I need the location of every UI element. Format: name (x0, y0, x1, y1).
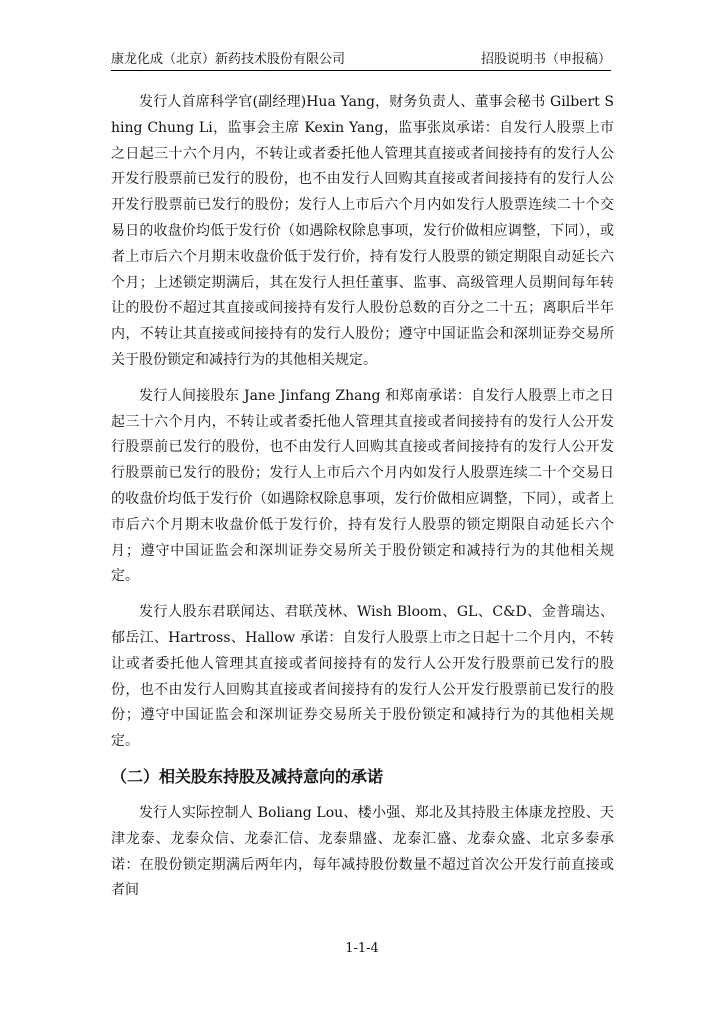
paragraph-indirect-shareholders-commitment: 发行人间接股东 Jane Jinfang Zhang 和郑南承诺：自发行人股票上市之日起三十六个月内，不转让或者委托他人管理其直接或者间接持有的发行人公开发行股票前已发行的股份，也不由发行人回购其直接或者间接持有的发行人公开发行股票前已发行的股份；发行人上市后六个月内如发行人股票连续二十个交易日的收盘价均低于发行价（如遇除权除息事项，发行价做相应调整，下同），或者上市后六个月期末收盘价低于发行价，持有发行人股票的锁定期限自动延长六个月；遵守中国证监会和深圳证券交易所关于股份锁定和减持行为的其他相关规定。 (111, 387, 614, 585)
paragraph-shareholders-commitment: 发行人股东君联闻达、君联茂林、Wish Bloom、GL、C&D、金普瑞达、郁岳江、Hartross、Hallow 承诺：自发行人股票上市之日起十二个月内，不转让或者委托他人管理其直接或者间接持有的发行人公开发行股票前已发行的股份，也不由发行人回购其直接或者间接持有的发行人公开发行股票前已发行的股份；遵守中国证监会和深圳证券交易所关于股份锁定和减持行为的其他相关规定。 (111, 604, 614, 750)
paragraph-executives-commitment: 发行人首席科学官(副经理)Hua Yang，财务负责人、董事会秘书 Gilbert Shing Chung Li，监事会主席 Kexin Yang，监事张岚承诺：自发行人股票上市之日起三十六个月内，不转让或者委托他人管理其直接或者间接持有的发行人公开发行股票前已发行的股份，也不由发行人回购其直接或者间接持有的发行人公开发行股票前已发行的股份；发行人上市后六个月内如发行人股票连续二十个交易日的收盘价均低于发行价（如遇除权除息事项，发行价做相应调整，下同），或者上市后六个月期末收盘价低于发行价，持有发行人股票的锁定期限自动延长六个月；上述锁定期满后，其在发行人担任董事、监事、高级管理人员期间每年转让的股份不超过其直接或间接持有发行人股份总数的百分之二十五；离职后半年内，不转让其直接或间接持有的发行人股份；遵守中国证监会和深圳证券交易所关于股份锁定和减持行为的其他相关规定。 (111, 94, 614, 368)
paragraph-controller-commitment: 发行人实际控制人 Boliang Lou、楼小强、郑北及其持股主体康龙控股、天津龙泰、龙泰众信、龙泰汇信、龙泰鼎盛、龙泰汇盛、龙泰众盛、北京多泰承诺：在股份锁定期满后两年内，每年减持股份数量不超过首次公开发行前直接或者间 (111, 804, 614, 899)
page-footer (0, 940, 724, 958)
header-document-type: 招股说明书（申报稿） (480, 52, 611, 67)
page-content (111, 90, 614, 914)
page-header (111, 50, 611, 71)
section-title: （二）相关股东持股及减持意向的承诺 (111, 766, 384, 786)
header-company-name: 康龙化成（北京）新药技术股份有限公司 (111, 52, 346, 67)
page-number: 1-1-4 (345, 941, 379, 956)
